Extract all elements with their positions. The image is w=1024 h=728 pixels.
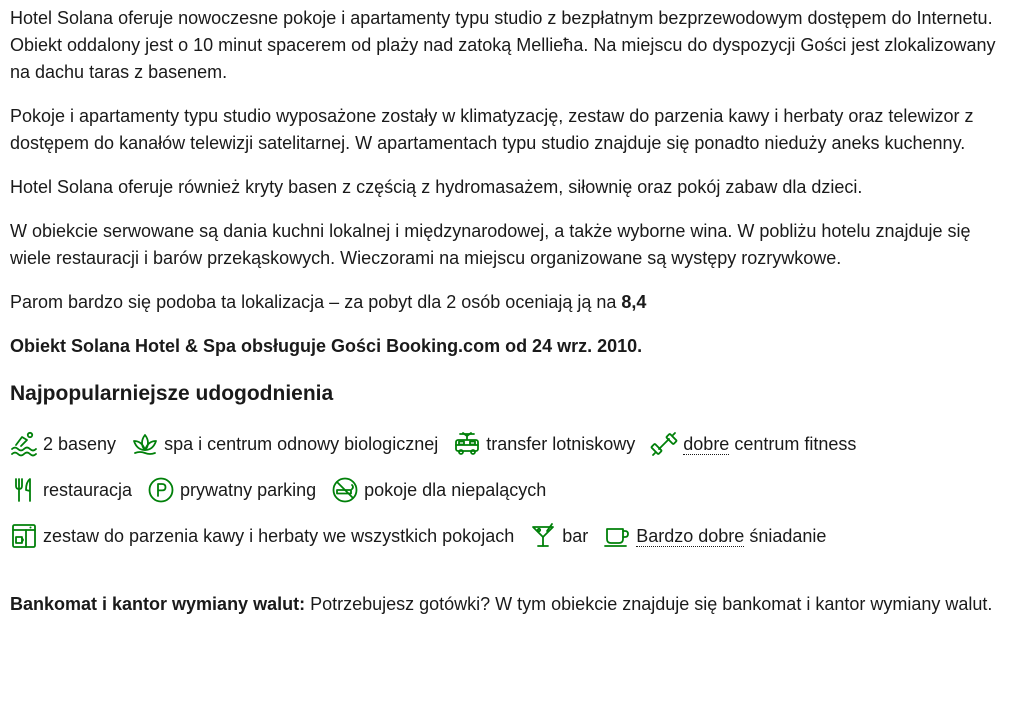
description-paragraph-3: Hotel Solana oferuje również kryty basen z częścią z hydromasażem, siłownię oraz pokój zabaw dla dzieci. <box>10 177 863 197</box>
non-smoking-icon <box>331 476 359 504</box>
facility-parking <box>147 476 316 504</box>
facility-tea-coffee <box>10 522 514 550</box>
restaurant-icon <box>10 476 38 504</box>
facility-fitness[interactable] <box>650 430 856 458</box>
parking-icon <box>147 476 175 504</box>
facility-label: transfer lotniskowy <box>486 433 636 454</box>
airport-shuttle-icon <box>453 430 481 458</box>
facility-label: restauracja <box>43 479 133 500</box>
facility-breakfast[interactable] <box>603 522 826 550</box>
facility-pools <box>10 430 116 458</box>
facilities-row <box>10 467 1010 513</box>
booking-since-text: Obiekt Solana Hotel & Spa obsługuje Gości Booking.com od 24 wrz. 2010. <box>10 336 643 356</box>
booking-since-paragraph <box>10 333 1010 360</box>
couples-rating-score: 8,4 <box>621 292 647 312</box>
facility-label: spa i centrum odnowy biologicznej <box>164 433 439 454</box>
couples-rating-paragraph <box>10 289 1010 316</box>
spa-icon <box>131 430 159 458</box>
facility-non-smoking <box>331 476 546 504</box>
facilities-heading: Najpopularniejsze udogodnienia <box>10 382 334 405</box>
facility-label: śniadanie <box>744 525 827 546</box>
breakfast-icon <box>603 522 631 550</box>
facility-label: pokoje dla niepalących <box>364 479 547 500</box>
pool-icon <box>10 430 38 458</box>
facility-label: prywatny parking <box>180 479 317 500</box>
facility-restaurant <box>10 476 132 504</box>
description-paragraph-4: W obiekcie serwowane są dania kuchni lokalnej i międzynarodowej, a także wyborne wina. W pobliżu hotelu znajduje się wiele restauracji i barów przekąskowych. Wieczorami na miejscu organizowane są występy rozrywkowe. <box>10 221 971 268</box>
facilities-row <box>10 513 1010 559</box>
atm-currency-exchange <box>10 591 1010 618</box>
tea-coffee-maker-icon <box>10 522 38 550</box>
bar-icon <box>529 522 557 550</box>
facility-airport-shuttle <box>453 430 635 458</box>
facility-quality-link[interactable]: Bardzo dobre <box>636 525 745 546</box>
description-paragraph-2: Pokoje i apartamenty typu studio wyposażone zostały w klimatyzację, zestaw do parzenia kawy i herbaty oraz telewizor z dostępem do kanałów telewizji satelitarnej. W apartamentach typu studio znajduje się ponadto nieduży aneks kuchenny. <box>10 106 974 153</box>
fitness-icon <box>650 430 678 458</box>
facility-label: zestaw do parzenia kawy i herbaty we wszystkich pokojach <box>43 525 515 546</box>
facility-label: bar <box>562 525 589 546</box>
facility-label: centrum fitness <box>729 433 857 454</box>
atm-label: Bankomat i kantor wymiany walut: <box>10 594 306 614</box>
property-description <box>10 5 1010 635</box>
atm-text: Potrzebujesz gotówki? W tym obiekcie znajduje się bankomat i kantor wymiany walut. <box>305 594 993 614</box>
facilities-list <box>10 421 1010 559</box>
facility-bar <box>529 522 588 550</box>
facility-label: 2 baseny <box>43 433 117 454</box>
facility-quality-link[interactable]: dobre <box>683 433 730 454</box>
description-paragraph-1: Hotel Solana oferuje nowoczesne pokoje i apartamenty typu studio z bezpłatnym bezprzewodowym dostępem do Internetu. Obiekt oddalony jest o 10 minut spacerem od plaży nad zatoką Mellieħa. Na miejscu do dyspozycji Gości jest zlokalizowany na dachu taras z basenem. <box>10 8 996 82</box>
facility-spa <box>131 430 438 458</box>
facilities-row <box>10 421 1010 467</box>
couples-rating-text: Parom bardzo się podoba ta lokalizacja – za pobyt dla 2 osób oceniają ją na <box>10 292 622 312</box>
